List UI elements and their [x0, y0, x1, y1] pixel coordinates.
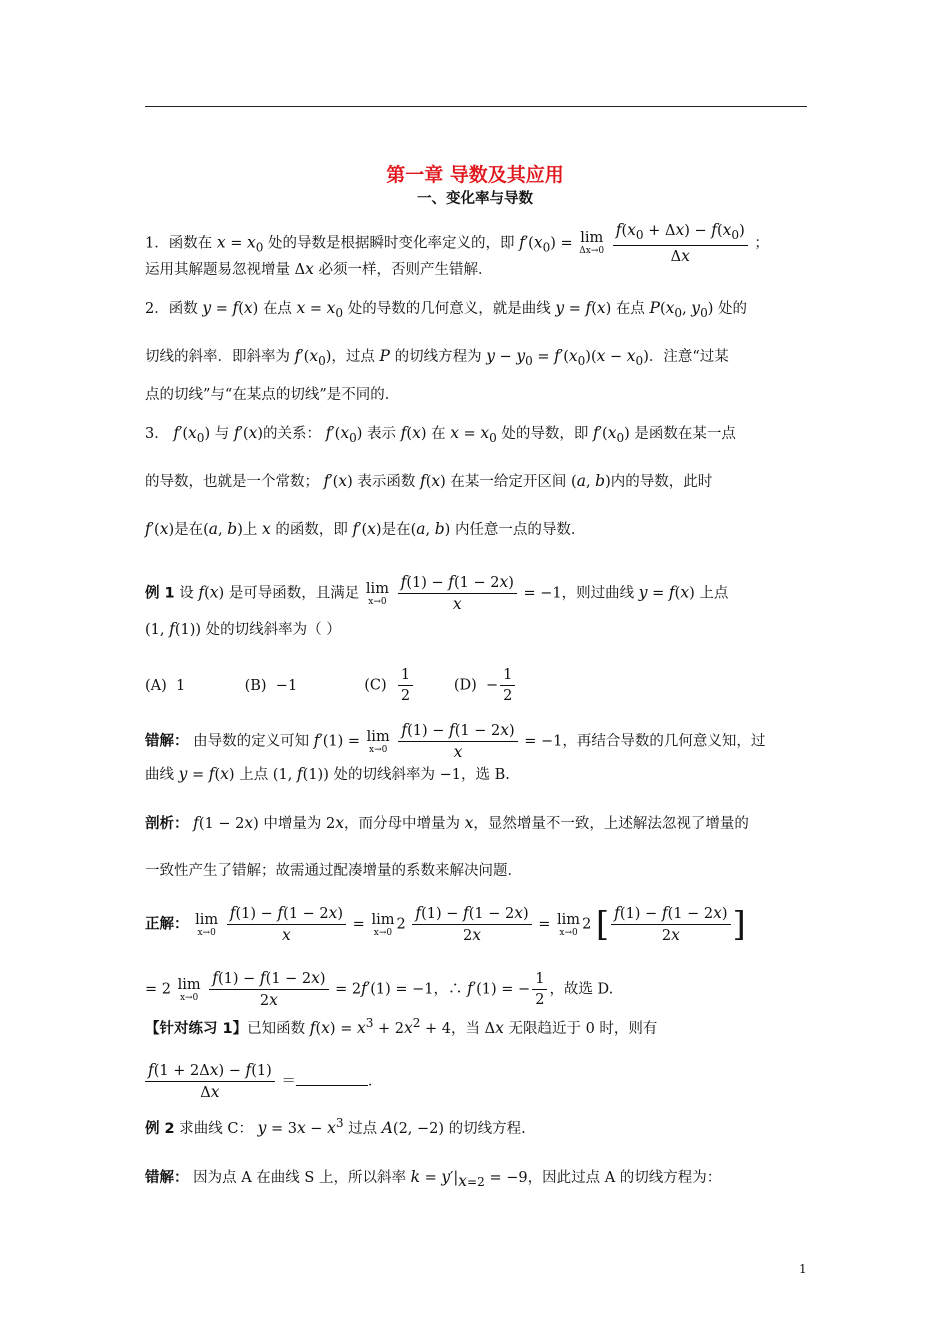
- p1-line1: 1．函数在 $x = x_0$ 处的导数是根据瞬时变化率定义的，即 $f'(x_0)$ = lim Δx→0 $\frac{f(x_0 + \Delta x) - f(x_0)}{\Delta x}$ ；: [145, 221, 769, 265]
- section-subtitle: 一、变化率与导数: [417, 191, 533, 207]
- header-rule: [145, 106, 807, 107]
- practice1-line2: $\frac{f(1 + 2\Delta x) - f(1)}{\Delta x}$ ＝ ．: [145, 1060, 807, 1103]
- chapter-title: 第一章 导数及其应用: [386, 164, 564, 186]
- p2-line1: 2．函数 y = f(x) 在点 $x = x_0$ 处的导数的几何意义，就是曲线 y = f(x) 在点 $P(x_0$, $y_0$) 处的: [145, 299, 748, 320]
- analysis-line2: 一致性产生了错解；故需通过配凑增量的系数来解决问题．: [145, 863, 522, 879]
- example1-line1: 例 1 设 f(x) 是可导函数，且满足 lim x→0 $\frac{f(1) - f(1 - 2x)}{x}$ = −1，则过曲线 y = f(x) 上点: [145, 573, 729, 613]
- answer-blank[interactable]: [296, 1071, 368, 1086]
- wrong-solution2-line: 错解： 因为点 A 在曲线 S 上，所以斜率 $k = y'|_{x=2} = -9$，因此过点 A 的切线方程为：: [145, 1168, 722, 1190]
- analysis-line1: 剖析： f(1 − 2x) 中增量为 2x，而分母中增量为 x，显然增量不一致，上述解法忽视了增量的: [145, 814, 749, 832]
- p3-line3: f′(x)是在(a, b)上 x 的函数，即 f′(x)是在(a, b) 内任意一点的导数．: [145, 520, 586, 538]
- page-number: 1: [799, 1262, 807, 1276]
- correct-solution-line2: = 2 lim x→0 $\frac{f(1) - f(1 - 2x)}{2x}$ = 2f′(1) = −1，∴ f′(1) = − $\frac{1}{2}$ ，故选 D.: [145, 969, 614, 1009]
- p2-line2: 切线的斜率．即斜率为 $f'(x_0)$，过点 P 的切线方程为 $y - y_0 = f'(x_0)(x - x_0)$．注意“过某: [145, 347, 729, 368]
- example1-options: (A) 1 (B) −1 (C) $\frac{1}{2}$ (D) − $\frac{1}{2}$: [145, 665, 807, 706]
- wrong-solution-line2: 曲线 y = f(x) 上点 (1, f(1)) 处的切线斜率为 −1，选 B.: [145, 765, 510, 783]
- p3-line1: 3． $f'(x_0)$ 与 f′(x)的关系： $f'(x_0)$ 表示 f(x) 在 $x = x_0$ 处的导数，即 $f'(x_0)$ 是函数在某一点: [145, 424, 736, 445]
- practice1-line1: 【针对练习 1】已知函数 $f(x) = x^3 + 2x^2 + 4$，当 Δx 无限趋近于 0 时，则有: [145, 1016, 658, 1037]
- p3-line2: 的导数，也就是一个常数； f′(x) 表示函数 f(x) 在某一给定开区间 (a, b)内的导数，此时: [145, 472, 713, 490]
- p1-line2: 运用其解题易忽视增量 Δx 必须一样，否则产生错解．: [145, 260, 493, 278]
- example1-line2: (1, f(1)) 处的切线斜率为（ ）: [145, 620, 341, 638]
- wrong-solution-line1: 错解： 由导数的定义可知 f′(1) = lim x→0 $\frac{f(1) - f(1 - 2x)}{x}$ = −1，再结合导数的几何意义知，过: [145, 721, 766, 761]
- p2-line3: 点的切线”与“在某点的切线”是不同的．: [145, 387, 400, 403]
- example2-line: 例 2 求曲线 C： $y = 3x - x^3$ 过点 A(2, −2) 的切线方程.: [145, 1116, 526, 1137]
- correct-solution-line1: 正解： lim x→0 $\frac{f(1) - f(1 - 2x)}{x}$ = lim x→0 2 $\frac{f(1) - f(1 - 2x)}{2x}$ = lim x→0 2 [ $\frac{f(1) - f(1 - 2x)}{2x}$ ]: [145, 904, 746, 945]
